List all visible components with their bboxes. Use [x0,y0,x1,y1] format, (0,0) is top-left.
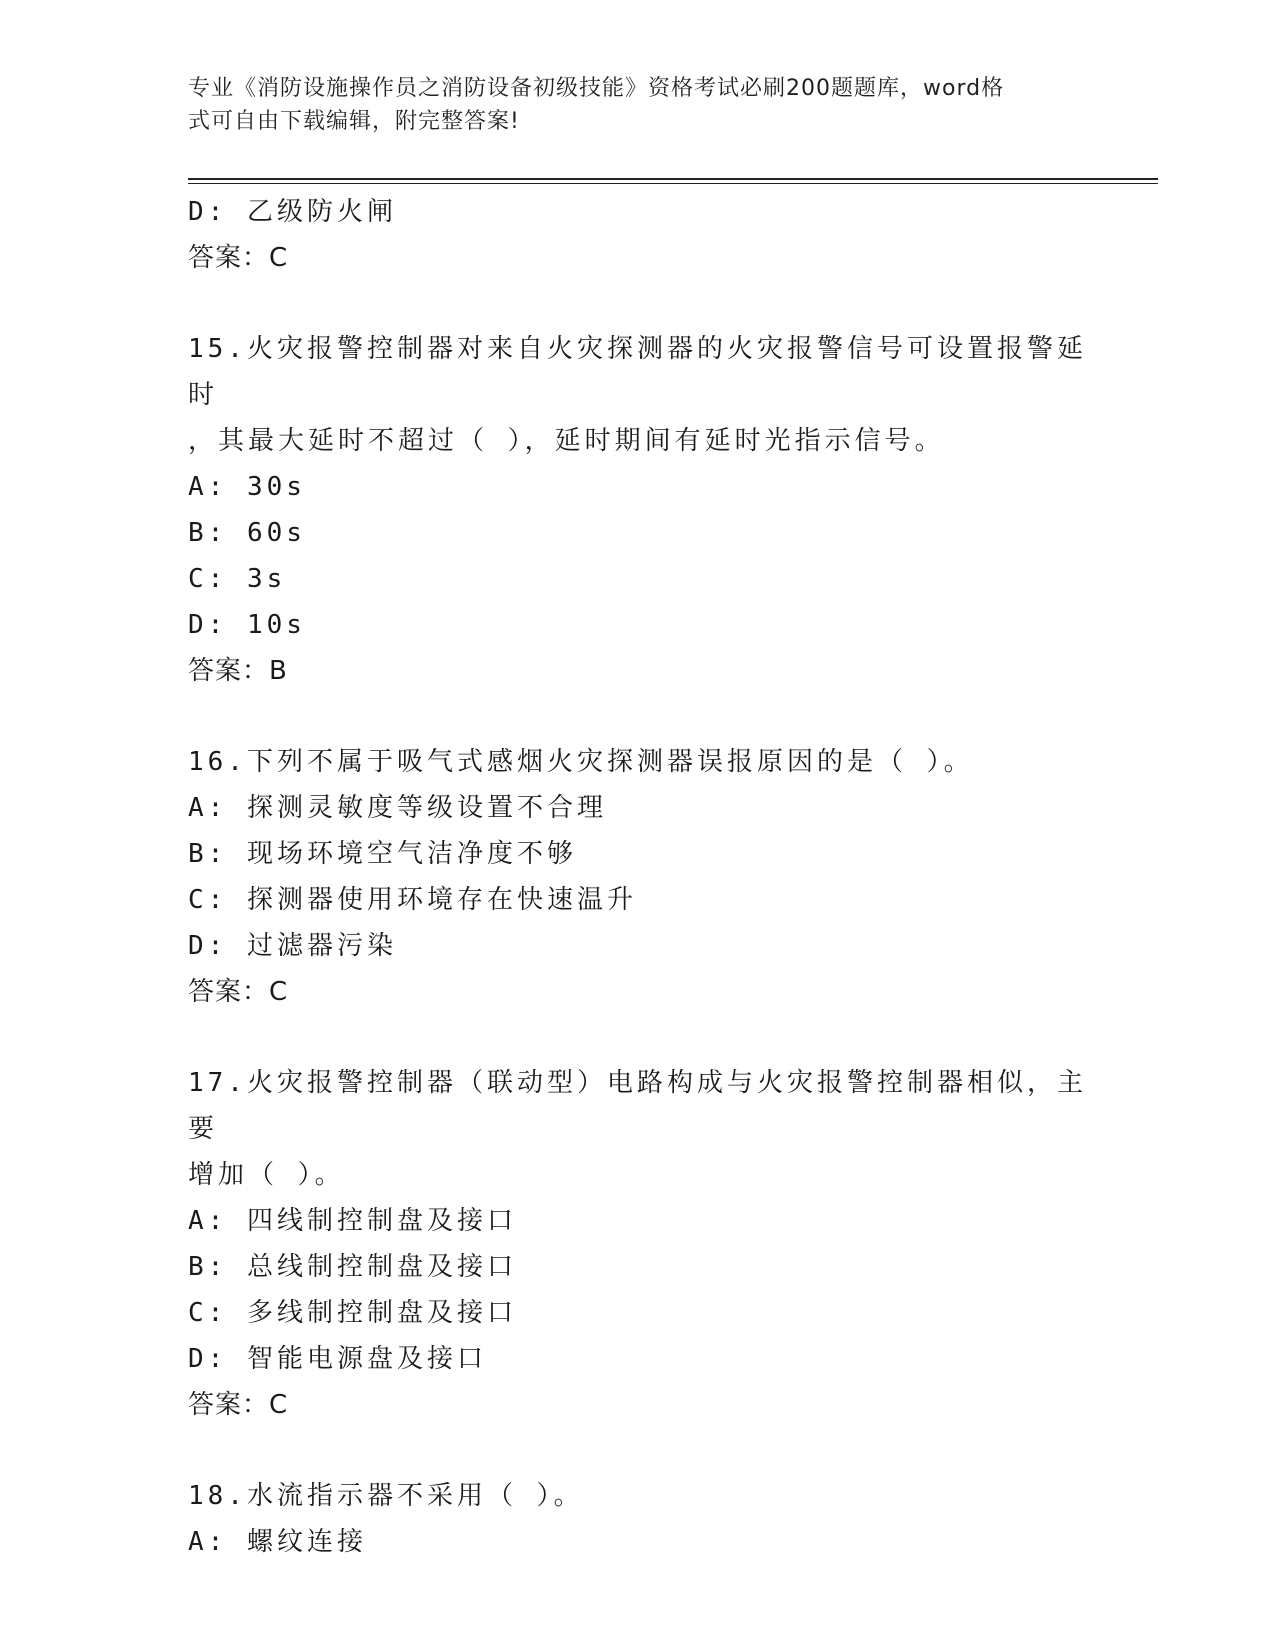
header-divider-thick [188,178,1158,180]
question-stem: 15.火灾报警控制器对来自火灾探测器的火灾报警信号可设置报警延时 [188,334,1087,410]
question-list [188,189,1088,1565]
option-d: D: 乙级防火闸 [188,197,397,227]
question-18 [188,1473,1088,1565]
option-b: B: 60s [188,518,306,548]
answer-line: 答案：C [188,243,289,273]
option-a: A: 探测灵敏度等级设置不合理 [188,793,607,823]
option-a: A: 四线制控制盘及接口 [188,1206,517,1236]
header-divider-thin [188,183,1158,184]
option-c: C: 多线制控制盘及接口 [188,1298,517,1328]
question-stem: 18.水流指示器不采用（ ）。 [188,1481,584,1511]
option-b: B: 总线制控制盘及接口 [188,1252,517,1282]
option-a: A: 螺纹连接 [188,1527,367,1557]
answer-line: 答案：C [188,1390,289,1420]
option-d: D: 10s [188,610,306,640]
question-16 [188,739,1088,1015]
question-17 [188,1060,1088,1428]
question-15 [188,326,1088,694]
option-a: A: 30s [188,472,306,502]
option-d: D: 过滤器污染 [188,931,397,961]
question-stem-continued: 增加（ ）。 [188,1160,345,1190]
question-stem: 16.下列不属于吸气式感烟火灾探测器误报原因的是（ ）。 [188,747,974,777]
header-line-1: 专业《消防设施操作员之消防设备初级技能》资格考试必刷200题题库，word格 [188,76,1005,101]
option-d: D: 智能电源盘及接口 [188,1344,487,1374]
previous-question-tail [188,189,1088,281]
question-stem: 17.火灾报警控制器（联动型）电路构成与火灾报警控制器相似，主要 [188,1068,1087,1144]
question-stem-continued: ，其最大延时不超过（ ），延时期间有延时光指示信号。 [188,426,945,456]
document-header [188,72,1088,138]
option-c: C: 3s [188,564,287,594]
answer-line: 答案：C [188,977,289,1007]
answer-line: 答案：B [188,656,288,686]
header-line-2: 式可自由下载编辑，附完整答案! [188,109,520,134]
option-c: C: 探测器使用环境存在快速温升 [188,885,637,915]
option-b: B: 现场环境空气洁净度不够 [188,839,577,869]
